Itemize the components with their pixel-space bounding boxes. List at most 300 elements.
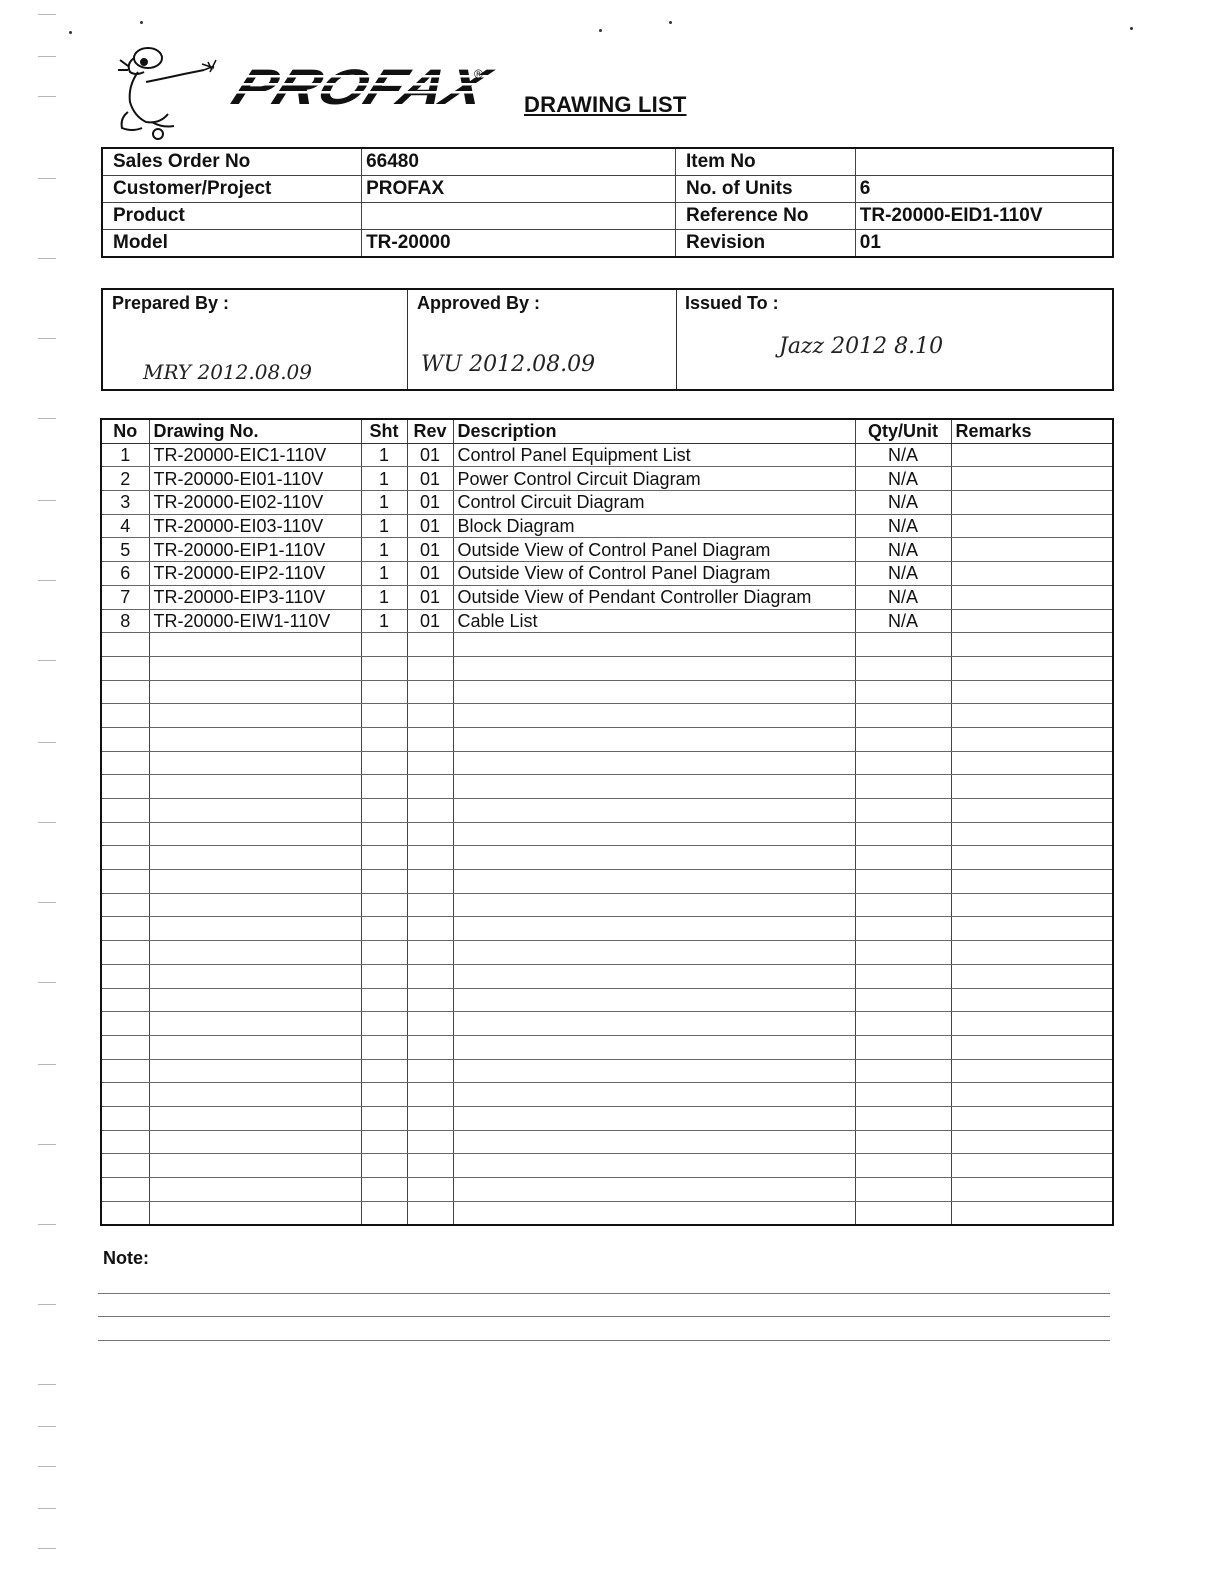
cell-remarks <box>951 941 1113 965</box>
cell-no <box>101 680 149 704</box>
cell-rev <box>407 751 453 775</box>
cell-qty <box>855 1201 951 1225</box>
cell-no: 8 <box>101 609 149 633</box>
cell-remarks <box>951 727 1113 751</box>
cell-sht: 1 <box>361 538 407 562</box>
cell-description <box>453 988 855 1012</box>
cell-remarks <box>951 1012 1113 1036</box>
header-rev: Rev <box>407 419 453 443</box>
issued-signature: Jazz 2012 8.10 <box>779 334 944 359</box>
header-sht: Sht <box>361 419 407 443</box>
scan-speck <box>140 21 143 24</box>
cell-qty <box>855 1083 951 1107</box>
cell-description <box>453 704 855 728</box>
cell-qty <box>855 1012 951 1036</box>
cell-rev <box>407 704 453 728</box>
cell-qty: N/A <box>855 538 951 562</box>
cell-remarks <box>951 538 1113 562</box>
cell-drawing-no <box>149 1154 361 1178</box>
cell-drawing-no: TR-20000-EIP1-110V <box>149 538 361 562</box>
cell-description <box>453 775 855 799</box>
cell-description: Power Control Circuit Diagram <box>453 467 855 491</box>
cell-remarks <box>951 609 1113 633</box>
cell-remarks <box>951 1083 1113 1107</box>
cell-rev <box>407 1083 453 1107</box>
cell-no: 6 <box>101 562 149 586</box>
cell-remarks <box>951 562 1113 586</box>
table-row <box>101 491 1113 515</box>
cell-qty: N/A <box>855 491 951 515</box>
cell-rev: 01 <box>407 514 453 538</box>
note-line <box>98 1340 1110 1341</box>
cell-rev <box>407 1106 453 1130</box>
cell-drawing-no <box>149 870 361 894</box>
cell-no <box>101 1083 149 1107</box>
cell-remarks <box>951 775 1113 799</box>
cell-qty <box>855 964 951 988</box>
welder-mascot-icon <box>118 48 204 139</box>
cell-description <box>453 1083 855 1107</box>
cell-no <box>101 799 149 823</box>
table-row <box>101 799 1113 823</box>
cell-description: Block Diagram <box>453 514 855 538</box>
cell-remarks <box>951 656 1113 680</box>
cell-no <box>101 1106 149 1130</box>
cell-drawing-no <box>149 680 361 704</box>
table-row <box>101 917 1113 941</box>
cell-qty <box>855 846 951 870</box>
cell-no: 4 <box>101 514 149 538</box>
cell-remarks <box>951 1178 1113 1202</box>
info-row <box>102 230 1113 258</box>
cell-rev <box>407 917 453 941</box>
table-row <box>101 1035 1113 1059</box>
cell-no <box>101 1178 149 1202</box>
cell-drawing-no <box>149 917 361 941</box>
cell-rev <box>407 941 453 965</box>
cell-description <box>453 1154 855 1178</box>
table-row <box>101 727 1113 751</box>
table-row <box>101 893 1113 917</box>
cell-rev: 01 <box>407 585 453 609</box>
cell-qty <box>855 751 951 775</box>
cell-rev <box>407 1178 453 1202</box>
cell-drawing-no <box>149 988 361 1012</box>
cell-no <box>101 893 149 917</box>
header-remarks: Remarks <box>951 419 1113 443</box>
cell-qty <box>855 1154 951 1178</box>
cell-sht: 1 <box>361 443 407 467</box>
cell-no <box>101 941 149 965</box>
cell-sht <box>361 917 407 941</box>
cell-no: 2 <box>101 467 149 491</box>
cell-no <box>101 727 149 751</box>
cell-rev <box>407 1130 453 1154</box>
table-row <box>101 443 1113 467</box>
cell-rev <box>407 964 453 988</box>
cell-remarks <box>951 443 1113 467</box>
cell-sht <box>361 846 407 870</box>
cell-rev <box>407 893 453 917</box>
cell-remarks <box>951 633 1113 657</box>
cell-remarks <box>951 1106 1113 1130</box>
table-row <box>101 609 1113 633</box>
cell-sht <box>361 656 407 680</box>
cell-drawing-no: TR-20000-EI02-110V <box>149 491 361 515</box>
cell-no: 3 <box>101 491 149 515</box>
cell-sht <box>361 964 407 988</box>
margin-ticks <box>38 0 60 1584</box>
note-line <box>98 1316 1110 1317</box>
cell-qty <box>855 941 951 965</box>
cell-no <box>101 917 149 941</box>
cell-qty <box>855 1106 951 1130</box>
cell-description <box>453 1012 855 1036</box>
cell-rev <box>407 656 453 680</box>
item-no-label: Item No <box>675 148 855 176</box>
cell-qty <box>855 893 951 917</box>
cell-remarks <box>951 1154 1113 1178</box>
cell-no <box>101 1059 149 1083</box>
cell-no <box>101 751 149 775</box>
cell-drawing-no <box>149 1201 361 1225</box>
cell-sht <box>361 893 407 917</box>
cell-rev <box>407 680 453 704</box>
scan-speck <box>669 21 672 24</box>
cell-drawing-no <box>149 964 361 988</box>
table-row <box>101 1154 1113 1178</box>
scan-speck <box>69 31 72 34</box>
cell-qty <box>855 633 951 657</box>
cell-sht: 1 <box>361 609 407 633</box>
cell-description <box>453 751 855 775</box>
cell-drawing-no <box>149 1130 361 1154</box>
cell-description: Control Panel Equipment List <box>453 443 855 467</box>
cell-sht <box>361 727 407 751</box>
revision-value: 01 <box>855 230 1113 258</box>
cell-no <box>101 656 149 680</box>
cell-qty <box>855 775 951 799</box>
cell-rev <box>407 988 453 1012</box>
table-row <box>101 846 1113 870</box>
cell-rev <box>407 1035 453 1059</box>
cell-qty: N/A <box>855 609 951 633</box>
cell-rev <box>407 1201 453 1225</box>
cell-sht: 1 <box>361 585 407 609</box>
cell-remarks <box>951 585 1113 609</box>
cell-qty <box>855 1178 951 1202</box>
cell-remarks <box>951 870 1113 894</box>
cell-remarks <box>951 704 1113 728</box>
signoff-divider <box>407 290 408 389</box>
header-description: Description <box>453 419 855 443</box>
cell-qty <box>855 988 951 1012</box>
cell-remarks <box>951 1201 1113 1225</box>
cell-drawing-no <box>149 941 361 965</box>
table-row <box>101 941 1113 965</box>
cell-remarks <box>951 491 1113 515</box>
info-row <box>102 148 1113 176</box>
table-row <box>101 538 1113 562</box>
cell-no <box>101 1154 149 1178</box>
cell-description <box>453 941 855 965</box>
cell-drawing-no <box>149 893 361 917</box>
cell-qty: N/A <box>855 514 951 538</box>
table-row <box>101 1178 1113 1202</box>
table-row <box>101 1106 1113 1130</box>
cell-qty: N/A <box>855 467 951 491</box>
document-title: DRAWING LIST <box>524 92 687 117</box>
approved-signature: WU 2012.08.09 <box>421 352 596 377</box>
cell-remarks <box>951 1130 1113 1154</box>
cell-description <box>453 870 855 894</box>
cell-no <box>101 704 149 728</box>
cell-sht: 1 <box>361 491 407 515</box>
cell-remarks <box>951 467 1113 491</box>
cell-sht <box>361 799 407 823</box>
cell-sht <box>361 1083 407 1107</box>
cell-rev <box>407 1012 453 1036</box>
cell-no: 1 <box>101 443 149 467</box>
cell-sht: 1 <box>361 467 407 491</box>
cell-remarks <box>951 964 1113 988</box>
cell-rev <box>407 846 453 870</box>
sales-order-label: Sales Order No <box>102 148 362 176</box>
cell-qty <box>855 1035 951 1059</box>
cell-drawing-no <box>149 799 361 823</box>
table-row <box>101 633 1113 657</box>
cell-qty <box>855 1130 951 1154</box>
table-row <box>101 680 1113 704</box>
cell-drawing-no <box>149 822 361 846</box>
cell-description <box>453 822 855 846</box>
cell-qty: N/A <box>855 585 951 609</box>
cell-description: Outside View of Control Panel Diagram <box>453 562 855 586</box>
cell-sht <box>361 775 407 799</box>
cell-no <box>101 988 149 1012</box>
cell-rev: 01 <box>407 467 453 491</box>
cell-description <box>453 727 855 751</box>
cell-remarks <box>951 680 1113 704</box>
cell-qty <box>855 799 951 823</box>
prepared-by-label: Prepared By : <box>112 293 230 313</box>
cell-sht <box>361 633 407 657</box>
order-info-table <box>101 147 1114 258</box>
cell-description: Control Circuit Diagram <box>453 491 855 515</box>
cell-description <box>453 1106 855 1130</box>
info-row <box>102 203 1113 230</box>
cell-no: 7 <box>101 585 149 609</box>
table-row <box>101 1201 1113 1225</box>
cell-sht <box>361 1178 407 1202</box>
table-row <box>101 1083 1113 1107</box>
product-label: Product <box>102 203 362 230</box>
cell-remarks <box>951 846 1113 870</box>
cell-drawing-no <box>149 751 361 775</box>
table-row <box>101 1130 1113 1154</box>
cell-description: Outside View of Control Panel Diagram <box>453 538 855 562</box>
table-row <box>101 988 1113 1012</box>
table-row <box>101 585 1113 609</box>
note-line <box>98 1293 1110 1294</box>
cell-no <box>101 964 149 988</box>
table-header-row <box>101 419 1113 443</box>
cell-description <box>453 964 855 988</box>
table-row <box>101 870 1113 894</box>
cell-description <box>453 893 855 917</box>
cell-sht <box>361 1035 407 1059</box>
issued-to-label: Issued To : <box>685 293 779 313</box>
drawing-list-table <box>100 418 1114 1226</box>
cell-sht <box>361 1154 407 1178</box>
cell-sht: 1 <box>361 514 407 538</box>
cell-drawing-no: TR-20000-EIC1-110V <box>149 443 361 467</box>
cell-drawing-no <box>149 704 361 728</box>
cell-sht <box>361 1130 407 1154</box>
drawing-list-body <box>101 443 1113 1225</box>
table-row <box>101 964 1113 988</box>
cell-sht <box>361 680 407 704</box>
cell-remarks <box>951 893 1113 917</box>
cell-rev: 01 <box>407 443 453 467</box>
cell-no <box>101 1201 149 1225</box>
cell-description <box>453 1201 855 1225</box>
header-qty: Qty/Unit <box>855 419 951 443</box>
spark-icon <box>202 60 216 72</box>
table-row <box>101 1059 1113 1083</box>
cell-description <box>453 799 855 823</box>
cell-qty <box>855 1059 951 1083</box>
cell-no <box>101 822 149 846</box>
cell-drawing-no: TR-20000-EI03-110V <box>149 514 361 538</box>
cell-rev: 01 <box>407 609 453 633</box>
cell-rev: 01 <box>407 491 453 515</box>
table-row <box>101 822 1113 846</box>
table-row <box>101 1012 1113 1036</box>
cell-qty <box>855 704 951 728</box>
cell-no <box>101 775 149 799</box>
note-label: Note: <box>103 1248 149 1268</box>
cell-sht <box>361 1201 407 1225</box>
cell-drawing-no <box>149 1178 361 1202</box>
header-drawing-no: Drawing No. <box>149 419 361 443</box>
cell-description <box>453 656 855 680</box>
cell-sht <box>361 704 407 728</box>
cell-sht <box>361 941 407 965</box>
cell-drawing-no <box>149 1035 361 1059</box>
cell-qty <box>855 656 951 680</box>
item-no-value <box>855 148 1113 176</box>
cell-sht <box>361 1012 407 1036</box>
cell-no <box>101 633 149 657</box>
cell-rev: 01 <box>407 538 453 562</box>
table-row <box>101 775 1113 799</box>
reference-value: TR-20000-EID1-110V <box>855 203 1113 230</box>
profax-logo <box>108 42 498 142</box>
cell-rev <box>407 870 453 894</box>
table-row <box>101 562 1113 586</box>
cell-rev <box>407 799 453 823</box>
customer-label: Customer/Project <box>102 176 362 203</box>
cell-description <box>453 680 855 704</box>
cell-drawing-no: TR-20000-EIP3-110V <box>149 585 361 609</box>
cell-drawing-no <box>149 775 361 799</box>
cell-no <box>101 870 149 894</box>
cell-rev: 01 <box>407 562 453 586</box>
cell-rev <box>407 727 453 751</box>
cell-qty <box>855 680 951 704</box>
cell-description <box>453 633 855 657</box>
cell-remarks <box>951 917 1113 941</box>
cell-drawing-no <box>149 1059 361 1083</box>
units-value: 6 <box>855 176 1113 203</box>
cell-sht <box>361 751 407 775</box>
cell-no <box>101 846 149 870</box>
cell-drawing-no <box>149 1083 361 1107</box>
cell-drawing-no: TR-20000-EI01-110V <box>149 467 361 491</box>
cell-remarks <box>951 988 1113 1012</box>
cell-drawing-no <box>149 633 361 657</box>
cell-description: Outside View of Pendant Controller Diagram <box>453 585 855 609</box>
prepared-signature: MRY 2012.08.09 <box>143 360 312 384</box>
cell-remarks <box>951 822 1113 846</box>
cell-drawing-no <box>149 727 361 751</box>
cell-drawing-no: TR-20000-EIW1-110V <box>149 609 361 633</box>
model-label: Model <box>102 230 362 258</box>
cell-drawing-no <box>149 1106 361 1130</box>
cell-remarks <box>951 1059 1113 1083</box>
cell-no: 5 <box>101 538 149 562</box>
cell-description <box>453 1035 855 1059</box>
cell-qty <box>855 870 951 894</box>
cell-no <box>101 1130 149 1154</box>
cell-no <box>101 1012 149 1036</box>
cell-qty <box>855 822 951 846</box>
table-row <box>101 467 1113 491</box>
cell-sht <box>361 822 407 846</box>
table-row <box>101 751 1113 775</box>
svg-text:PROFAX: PROFAX <box>224 59 453 116</box>
svg-text:®: ® <box>474 67 483 81</box>
cell-rev <box>407 822 453 846</box>
info-row <box>102 176 1113 203</box>
cell-description: Cable List <box>453 609 855 633</box>
table-row <box>101 514 1113 538</box>
cell-rev <box>407 633 453 657</box>
product-value <box>362 203 676 230</box>
cell-drawing-no <box>149 846 361 870</box>
cell-remarks <box>951 751 1113 775</box>
units-label: No. of Units <box>675 176 855 203</box>
table-row <box>101 704 1113 728</box>
model-value: TR-20000 <box>362 230 676 258</box>
scan-speck <box>599 29 602 32</box>
cell-drawing-no <box>149 656 361 680</box>
cell-sht <box>361 870 407 894</box>
reference-label: Reference No <box>675 203 855 230</box>
cell-description <box>453 1059 855 1083</box>
scan-speck <box>1130 27 1133 30</box>
cell-qty <box>855 917 951 941</box>
cell-sht: 1 <box>361 562 407 586</box>
cell-no <box>101 1035 149 1059</box>
customer-value: PROFAX <box>362 176 676 203</box>
cell-rev <box>407 775 453 799</box>
cell-drawing-no <box>149 1012 361 1036</box>
cell-description <box>453 1130 855 1154</box>
cell-sht <box>361 1106 407 1130</box>
cell-sht <box>361 988 407 1012</box>
